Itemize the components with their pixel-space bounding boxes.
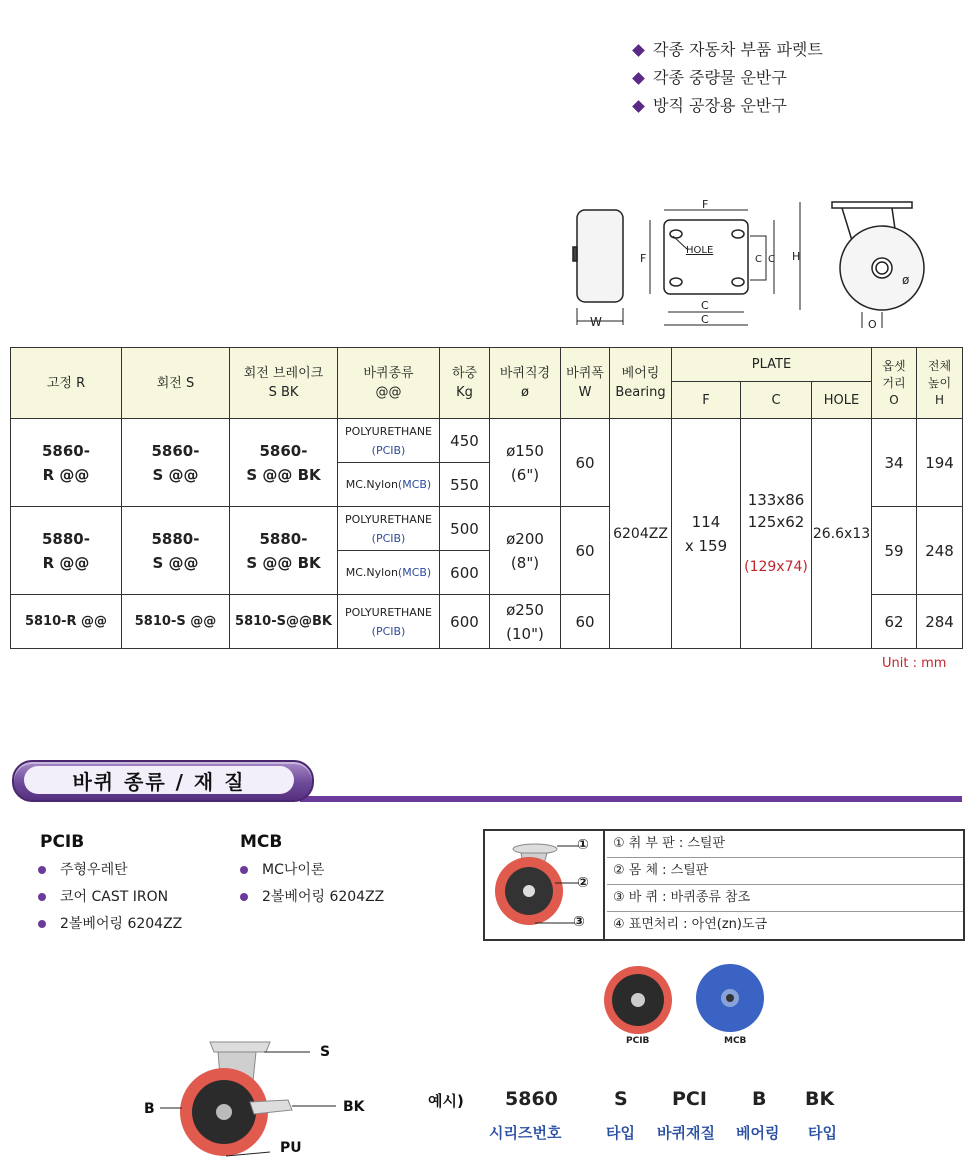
diamond-bullet-icon: [632, 44, 645, 57]
example-desc-series: 시리즈번호: [489, 1124, 562, 1142]
cell-material: POLYURETHANE (PCIB): [338, 419, 440, 463]
cell-material: MC.Nylon(MCB): [338, 551, 440, 595]
table-row: [11, 419, 963, 463]
mcb-wheel-label: MCB: [724, 1036, 747, 1046]
cell-height: 248: [917, 507, 963, 595]
bullet-icon: [38, 920, 46, 928]
header-plate: PLATE: [672, 348, 872, 382]
header-height: 전체 높이 H: [917, 348, 963, 419]
cell-fixed-model: 5880- R @@: [11, 507, 122, 595]
dim-c2-label: C: [701, 313, 709, 326]
cell-load: 600: [440, 595, 490, 649]
cell-offset: 34: [872, 419, 917, 507]
header-plate-c: C: [741, 382, 812, 419]
cell-plate-c: 133x86 125x62 (129x74): [741, 419, 812, 649]
mcb-list: [240, 857, 384, 911]
feature-list: [634, 36, 823, 120]
dim-w-label: W: [590, 315, 602, 329]
cell-plate-hole: 26.6x13: [812, 419, 872, 649]
parts-list: [607, 831, 963, 938]
list-item: ① 취 부 판 : 스틸판: [607, 831, 963, 858]
header-diameter: 바퀴직경 ø: [490, 348, 561, 419]
feature-item: 각종 자동차 부품 파렛트: [634, 36, 823, 64]
example-desc-bearing: 베어링: [736, 1124, 780, 1142]
cell-diameter: ø250 (10"): [490, 595, 561, 649]
cell-swivel-model: 5860- S @@: [122, 419, 230, 507]
list-item: ④ 표면처리 : 아연(zn)도금: [613, 917, 768, 932]
bullet-icon: [240, 893, 248, 901]
cell-offset: 59: [872, 507, 917, 595]
cell-width: 60: [561, 595, 610, 649]
cell-load: 500: [440, 507, 490, 551]
cell-diameter: ø150 (6"): [490, 419, 561, 507]
callout-bk: BK: [343, 1099, 365, 1115]
cell-load: 450: [440, 419, 490, 463]
cell-material: POLYURETHANE (PCIB): [338, 595, 440, 649]
feature-item: 각종 중량물 운반구: [634, 64, 823, 92]
part-marker: ③: [573, 914, 585, 930]
list-item: 2볼베어링 6204ZZ: [240, 884, 384, 911]
cell-material: POLYURETHANE (PCIB): [338, 507, 440, 551]
feature-item: 방직 공장용 운반구: [634, 92, 823, 120]
header-fixed: 고정 R: [11, 348, 122, 419]
dim-f-side-label: F: [640, 252, 647, 265]
cell-swivel-model: 5810-S @@: [122, 595, 230, 649]
example-code-bearing: B: [752, 1088, 767, 1110]
header-bearing: 베어링 Bearing: [610, 348, 672, 419]
section-title: 바퀴 종류 / 재 질: [24, 766, 294, 794]
example-code-brake: BK: [805, 1088, 835, 1110]
example-code-type: S: [614, 1088, 628, 1110]
callout-pu: PU: [280, 1140, 302, 1156]
dim-c3-label: C: [755, 254, 762, 265]
callout-b: B: [144, 1101, 155, 1117]
cell-width: 60: [561, 507, 610, 595]
pcib-title: PCIB: [40, 832, 85, 852]
pcib-wheel-label: PCIB: [626, 1036, 650, 1046]
dim-f-top-label: F: [702, 198, 709, 211]
example-desc-material: 바퀴재질: [657, 1124, 715, 1142]
bullet-icon: [38, 893, 46, 901]
list-item: ③ 바 퀴 : 바퀴종류 참조: [607, 885, 963, 912]
cell-material: MC.Nylon(MCB): [338, 463, 440, 507]
diamond-bullet-icon: [632, 100, 645, 113]
dim-c1-label: C: [701, 299, 709, 312]
example-label: 예시): [428, 1092, 464, 1110]
cell-brake-model: 5880- S @@ BK: [230, 507, 338, 595]
cell-brake-model: 5860- S @@ BK: [230, 419, 338, 507]
parts-box: [483, 829, 965, 941]
dim-h-label: H: [792, 250, 801, 263]
mcb-wheel-icon: [696, 964, 764, 1032]
front-view: [573, 210, 623, 325]
part-marker: ①: [577, 837, 589, 853]
cell-plate-f: 114 x 159: [672, 419, 741, 649]
header-swivel-brake: 회전 브레이크 S BK: [230, 348, 338, 419]
diamond-bullet-icon: [632, 72, 645, 85]
cell-offset: 62: [872, 595, 917, 649]
header-swivel: 회전 S: [122, 348, 230, 419]
list-item: 2볼베어링 6204ZZ: [38, 911, 182, 938]
mcb-title: MCB: [240, 832, 283, 852]
bullet-icon: [38, 866, 46, 874]
dim-phi-label: ø: [902, 273, 910, 287]
list-item: MC나이론: [240, 857, 384, 884]
cell-swivel-model: 5880- S @@: [122, 507, 230, 595]
header-plate-hole: HOLE: [812, 382, 872, 419]
cell-height: 284: [917, 595, 963, 649]
caster-dimension-drawing: [560, 190, 970, 340]
cell-diameter: ø200 (8"): [490, 507, 561, 595]
cell-load: 600: [440, 551, 490, 595]
header-wheel-type: 바퀴종류 @@: [338, 348, 440, 419]
header-offset: 옵셋 거리 O: [872, 348, 917, 419]
example-code-series: 5860: [505, 1088, 558, 1110]
list-item: 코어 CAST IRON: [38, 884, 182, 911]
header-width: 바퀴폭 W: [561, 348, 610, 419]
list-item: 주형우레탄: [38, 857, 182, 884]
unit-note: Unit : mm: [882, 656, 947, 671]
cell-fixed-model: 5810-R @@: [11, 595, 122, 649]
cell-bearing: 6204ZZ: [610, 419, 672, 649]
cell-brake-model: 5810-S@@BK: [230, 595, 338, 649]
list-item: ② 몸 체 : 스틸판: [607, 858, 963, 885]
header-load: 하중 Kg: [440, 348, 490, 419]
section-divider: [300, 796, 962, 802]
bullet-icon: [240, 866, 248, 874]
spec-table: [10, 347, 963, 649]
pcib-list: [38, 857, 182, 938]
dim-o-label: O: [868, 318, 877, 331]
dim-c4-label: C: [768, 254, 775, 265]
header-plate-f: F: [672, 382, 741, 419]
side-view: [800, 202, 924, 328]
parts-image: [485, 831, 605, 939]
example-desc-type: 타입: [606, 1124, 635, 1142]
cell-load: 550: [440, 463, 490, 507]
part-marker: ②: [577, 875, 589, 891]
dim-hole-label: HOLE: [686, 245, 714, 256]
caster-callout-illustration: [160, 1030, 340, 1170]
example-desc-brake-type: 타입: [808, 1124, 837, 1142]
pcib-wheel-icon: [604, 966, 672, 1034]
cell-height: 194: [917, 419, 963, 507]
cell-width: 60: [561, 419, 610, 507]
callout-s: S: [320, 1044, 331, 1060]
example-code-material: PCI: [672, 1088, 707, 1110]
plate-view: [650, 210, 774, 325]
cell-fixed-model: 5860- R @@: [11, 419, 122, 507]
